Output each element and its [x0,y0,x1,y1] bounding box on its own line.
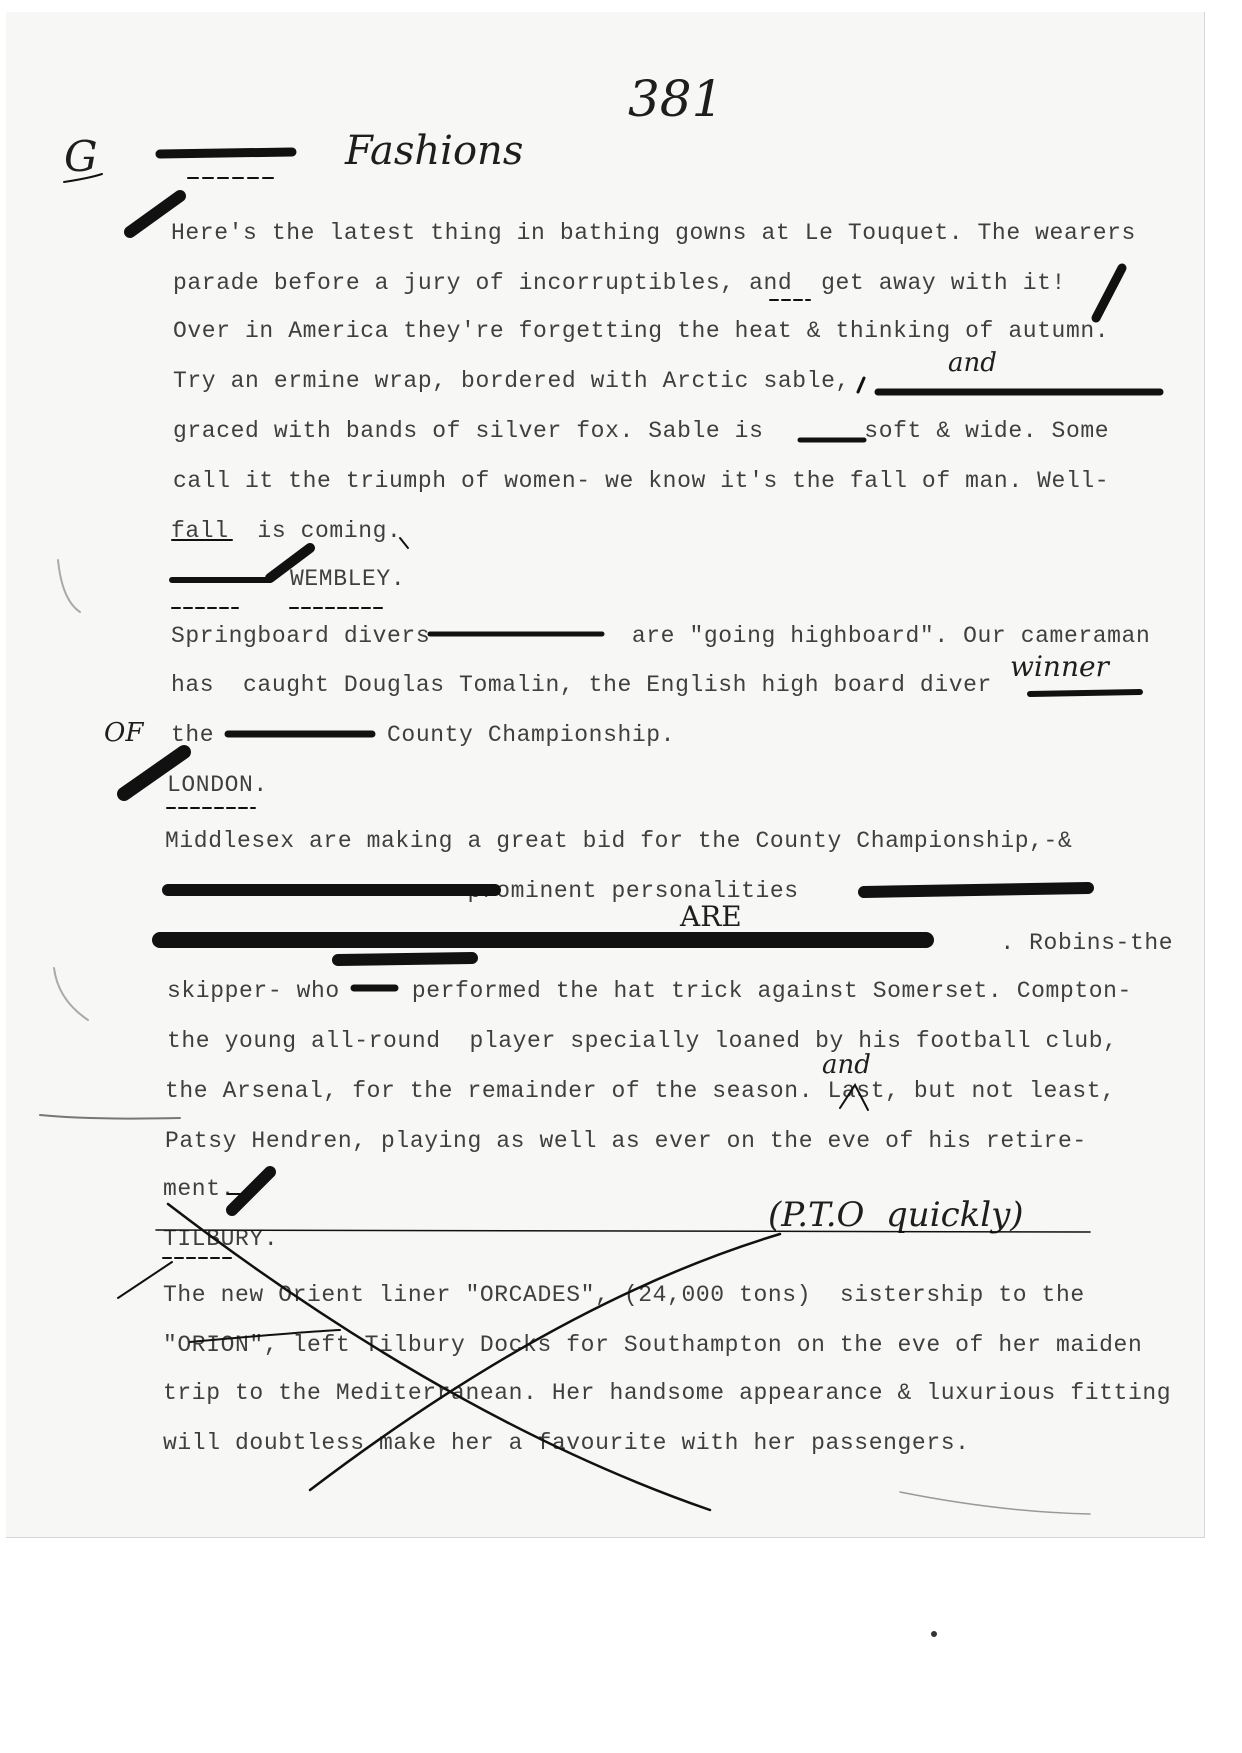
story-3-heading: LONDON. [167,772,268,798]
story-1-line-2: parade before a jury of incorruptibles, and get away with it! [173,270,1066,296]
story-3-line-5: the young all-round player specially loaned by his football club, [167,1028,1118,1054]
story-3-line-1: Middlesex are making a great bid for the County Championship,-& [165,828,1073,854]
story-2-line-3: the County Championship. [171,722,676,748]
story-4-line-3: trip to the Mediterranean. Her handsome appearance & luxurious fitting [163,1380,1172,1406]
story-2-heading: WEMBLEY. [290,566,406,592]
story-1-line-6: call it the triumph of women- we know it's the fall of man. Well- [173,468,1110,494]
insert-and-1: and [948,348,997,378]
story-1-line-5: graced with bands of silver fox. Sable is soft & wide. Some [173,418,1110,444]
insert-and-2: and [822,1050,871,1080]
story-3-line-8: ment. [163,1176,236,1202]
story-1-line-4: Try an ermine wrap, bordered with Arctic sable, [173,368,850,394]
story-4-line-4: will doubtless make her a favourite with her passengers. [163,1430,970,1456]
story-3-line-2: prominent personalities [165,878,799,904]
section-letter: G [64,132,98,181]
insert-of: OF [104,718,144,748]
story-3-line-6: the Arsenal, for the remainder of the season. Last, but not least, [165,1078,1116,1104]
story-3-line-7: Patsy Hendren, playing as well as ever on the eve of his retire- [165,1128,1087,1154]
insert-are: ARE [680,900,742,933]
handwritten-title: Fashions [345,128,524,174]
pto-note: (P.T.O quickly) [768,1195,1024,1235]
insert-winner: winner [1010,650,1109,683]
story-2-line-1: Springboard divers are "going highboard". Our cameraman [171,623,1151,649]
story-3-line-3: . Robins-the [165,930,1174,956]
story-4-heading: TILBURY. [163,1226,279,1252]
story-4-line-1: The new Orient liner "ORCADES", (24,000 tons) sistership to the [163,1282,1085,1308]
story-4-line-2: "ORION", left Tilbury Docks for Southampton on the eve of her maiden [163,1332,1143,1358]
story-1-line-1: Here's the latest thing in bathing gowns at Le Touquet. The wearers [171,220,1136,246]
story-1-line-7: fall is coming. [171,518,402,544]
page-number: 381 [628,70,724,128]
story-3-line-4: skipper- who performed the hat trick against Somerset. Compton- [167,978,1132,1004]
story-2-line-2: has caught Douglas Tomalin, the English high board diver [171,672,992,698]
story-1-line-3: Over in America they're forgetting the heat & thinking of autumn. [173,318,1110,344]
